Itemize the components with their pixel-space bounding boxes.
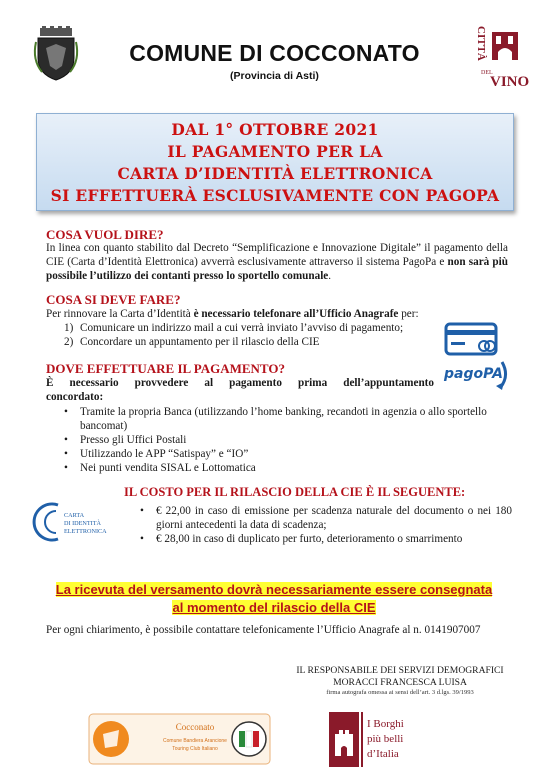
cie-logo-line-3: ELETTRONICA [64,528,107,535]
cocconato-logo-title: Cocconato [175,722,215,732]
receipt-notice-line-2: al momento del rilascio della CIE [172,600,376,615]
banner-line-4: SI EFFETTUERÀ ESCLUSIVAMENTE CON PAGOPA [50,186,500,205]
citta-del-vino-logo [468,22,530,92]
borghi-logo-line-1: I Borghi [367,718,404,730]
banner-line-3: CARTA D’IDENTITÀ ELETTRONICA [117,164,433,183]
bandiera-arancione-logo [89,714,270,764]
section-heading-meaning: COSA VUOL DIRE? [46,227,164,242]
borghi-logo-line-3: d’Italia [367,748,399,760]
list-item [140,504,512,532]
pagopa-logo-text: pagoPA [444,366,503,382]
cie-logo-line-1: CARTA [64,512,85,519]
contact-text: Per ogni chiarimento, è possibile contattare telefonicamente l’Ufficio Anagrafe al n. 0141907007 [46,624,481,636]
cocconato-logo-sub-1: Comune Bandiera Arancione [163,738,227,744]
list-item [140,532,512,546]
meaning-text-end: . [328,270,332,282]
list-item [64,461,504,475]
list-text: Nei punti vendita SISAL e Lottomatica [80,462,256,474]
todo-intro-part: Per rinnovare la Carta d’Identità [46,308,194,320]
svg-text:DEL: DEL [481,70,493,76]
banner-line-1: DAL 1° OTTOBRE 2021 [171,120,379,139]
list-item [64,335,444,349]
list-item [64,405,504,433]
list-item [64,433,504,447]
receipt-notice-line-1: La ricevuta del versamento dovrà necessariamente essere consegnata [55,582,493,597]
borghi-logo-line-2: più belli [367,733,404,745]
cie-logo-line-2: DI IDENTITÀ [64,520,101,527]
bullet-icon: • [64,448,68,460]
list-number: 1) [64,322,74,334]
section-todo-intro [46,307,486,321]
todo-intro-bold: è necessario telefonare all’Ufficio Anagrafe [193,308,399,320]
page-title: COMUNE DI COCCONATO [129,40,420,66]
borghi-piu-belli-logo [329,712,448,767]
list-number: 2) [64,336,74,348]
list-text: € 28,00 in caso di duplicato per furto, deterioramento o smarrimento [156,533,463,545]
section-meaning-text [46,241,508,283]
signature-note: firma autografa omessa ai sensi dell’art. 3 d.lgs. 39/1993 [326,689,474,696]
section-heading-where: DOVE EFFETTUARE IL PAGAMENTO? [46,361,285,376]
todo-intro-end: per: [398,308,419,320]
list-text: Utilizzando le APP “Satispay” e “IO” [80,448,249,460]
list-text: Comunicare un indirizzo mail a cui verrà inviato l’avviso di pagamento; [80,322,404,334]
pagopa-logo [440,318,515,398]
province-subtitle: (Provincia di Asti) [230,70,319,82]
bullet-icon: • [64,406,68,418]
section-heading-todo: COSA SI DEVE FARE? [46,292,181,307]
meaning-text-bold: non sarà più possibile l’utilizzo dei contanti presso lo sportello comunale [46,256,508,282]
list-text: Concordare un appuntamento per il rilascio della CIE [80,336,320,348]
signature-role: IL RESPONSABILE DEI SERVIZI DEMOGRAFICI [296,665,504,676]
cocconato-logo-sub-2: Touring Club Italiano [172,746,218,752]
banner-line-2: IL PAGAMENTO PER LA [167,142,383,161]
meaning-text-part: In linea con quanto stabilito dal Decreto “Semplificazione e Innovazione Digitale” il pagamento della CIE (Carta d’Identità Elettronica) avverrà esclusivamente attraverso il sistema PagoPa e [46,242,508,268]
signature-name: MORACCI FRANCESCA LUISA [333,677,467,688]
list-text: € 22,00 in caso di emissione per scadenza naturale del documento o nei 180 giorni antecedenti la data di scadenza; [156,505,512,531]
list-item [64,321,444,335]
section-where-intro: È necessario provvedere al pagamento prima dell’appuntamento concordato: [46,377,434,403]
list-text: Presso gli Uffici Postali [80,434,187,446]
announcement-banner [36,113,514,211]
receipt-notice [54,581,494,617]
list-text: Tramite la propria Banca (utilizzando l’home banking, recandoti in agenzia o allo sportello bancomat) [80,406,487,432]
bullet-icon: • [64,462,68,474]
section-heading-cost: IL COSTO PER IL RILASCIO DELLA CIE È IL SEGUENTE: [124,485,466,499]
svg-text:VINO: VINO [490,74,530,90]
list-item [64,447,504,461]
bullet-icon: • [140,533,144,545]
svg-text:CITTÀ: CITTÀ [475,26,487,61]
bullet-icon: • [64,434,68,446]
bullet-icon: • [140,505,144,517]
cie-logo [30,497,140,547]
